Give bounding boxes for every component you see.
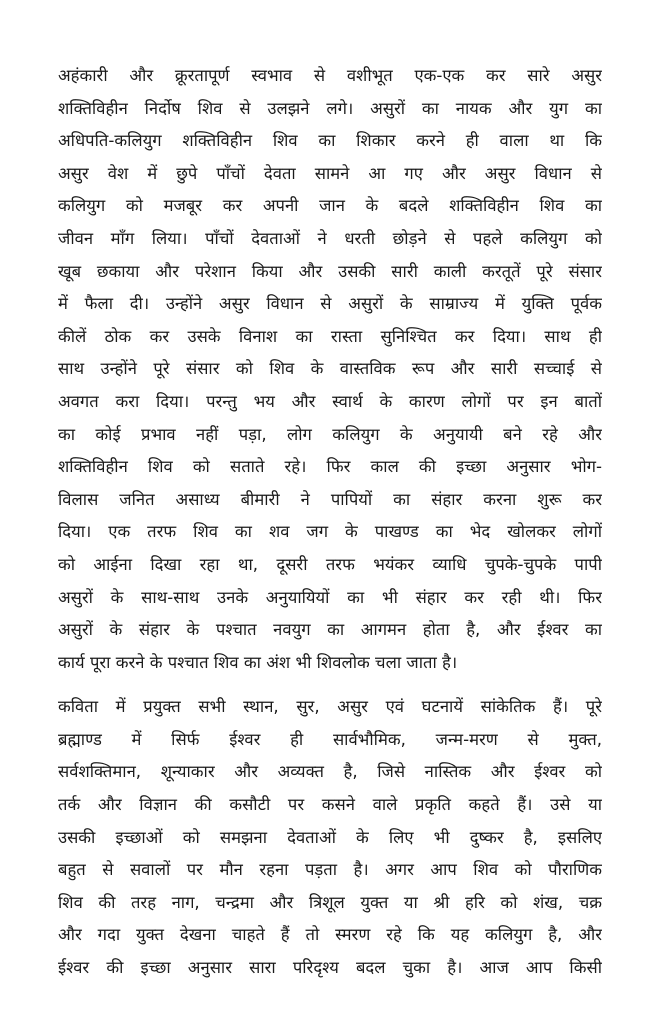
text-line: विलास जनित असाध्य बीमारी ने पापियों का संहार करना शुरू कर — [58, 489, 602, 509]
text-line: अवगत करा दिया। परन्तु भय और स्वार्थ के कारण लोगों पर इन बातों — [58, 391, 602, 411]
paragraph-2 — [58, 691, 602, 984]
text-line: दिया। एक तरफ शिव का शव जग के पाखण्ड का भेद खोलकर लोगों — [58, 522, 602, 542]
text-line: का कोई प्रभाव नहीं पड़ा, लोग कलियुग के अनुयायी बने रहे और — [58, 424, 602, 444]
text-line: असुरों के संहार के पश्चात नवयुग का आगमन होता है, और ईश्वर का — [58, 620, 602, 640]
text-line: कीलें ठोक कर उसके विनाश का रास्ता सुनिश्चित कर दिया। साथ ही — [58, 326, 602, 346]
text-line: कलियुग को मजबूर कर अपनी जान के बदले शक्तिविहीन शिव का — [58, 196, 602, 216]
text-line: ईश्वर की इच्छा अनुसार सारा परिदृश्य बदल चुका है। आज आप किसी — [58, 958, 602, 978]
text-line: सर्वशक्तिमान, शून्याकार और अव्यक्त है, जिसे नास्तिक और ईश्वर को — [58, 762, 602, 782]
text-line: कार्य पूरा करने के पश्चात शिव का अंश भी शिवलोक चला जाता है। — [58, 652, 458, 672]
text-line: में फैला दी। उन्होंने असुर विधान से असुरों के साम्राज्य में युक्ति पूर्वक — [58, 294, 602, 314]
text-line: असुर वेश में छुपे पाँचों देवता सामने आ गए और असुर विधान से — [58, 163, 602, 183]
text-line: खूब छकाया और परेशान किया और उसकी सारी काली करतूतें पूरे संसार — [58, 261, 602, 281]
text-line: अधिपति-कलियुग शक्तिविहीन शिव का शिकार करने ही वाला था कि — [58, 131, 602, 151]
text-line: जीवन माँग लिया। पाँचों देवताओं ने धरती छोड़ने से पहले कलियुग को — [58, 228, 602, 248]
text-line: बहुत से सवालों पर मौन रहना पड़ता है। अगर आप शिव को पौराणिक — [58, 860, 602, 880]
text-line: कविता में प्रयुक्त सभी स्थान, सुर, असुर एवं घटनायें सांकेतिक हैं। पूरे — [58, 697, 602, 717]
text-line: असुरों के साथ-साथ उनके अनुयायियों का भी संहार कर रही थी। फिर — [58, 587, 602, 607]
text-line: ब्रह्माण्ड में सिर्फ ईश्वर ही सार्वभौमिक, जन्म-मरण से मुक्त, — [58, 729, 602, 749]
text-line: साथ उन्होंने पूरे संसार को शिव के वास्तविक रूप और सारी सच्चाई से — [58, 359, 602, 379]
text-line: तर्क और विज्ञान की कसौटी पर कसने वाले प्रकृति कहते हैं। उसे या — [58, 795, 602, 815]
text-line: उसकी इच्छाओं को समझना देवताओं के लिए भी दुष्कर है, इसलिए — [58, 827, 602, 847]
text-line: को आईना दिखा रहा था, दूसरी तरफ भयंकर व्याधि चुपके-चुपके पापी — [58, 554, 602, 574]
text-line: अहंकारी और क्रूरतापूर्ण स्वभाव से वशीभूत एक-एक कर सारे असुर — [58, 66, 602, 85]
paragraph-1 — [58, 60, 602, 679]
text-line: शक्तिविहीन शिव को सताते रहे। फिर काल की इच्छा अनुसार भोग- — [58, 457, 602, 477]
text-line: शिव की तरह नाग, चन्द्रमा और त्रिशूल युक्त या श्री हरि को शंख, चक्र — [58, 892, 602, 912]
text-line: शक्तिविहीन निर्दोष शिव से उलझने लगे। असुरों का नायक और युग का — [58, 98, 602, 118]
document-page — [58, 60, 602, 985]
text-line: और गदा युक्त देखना चाहते हैं तो स्मरण रहे कि यह कलियुग है, और — [58, 925, 602, 945]
